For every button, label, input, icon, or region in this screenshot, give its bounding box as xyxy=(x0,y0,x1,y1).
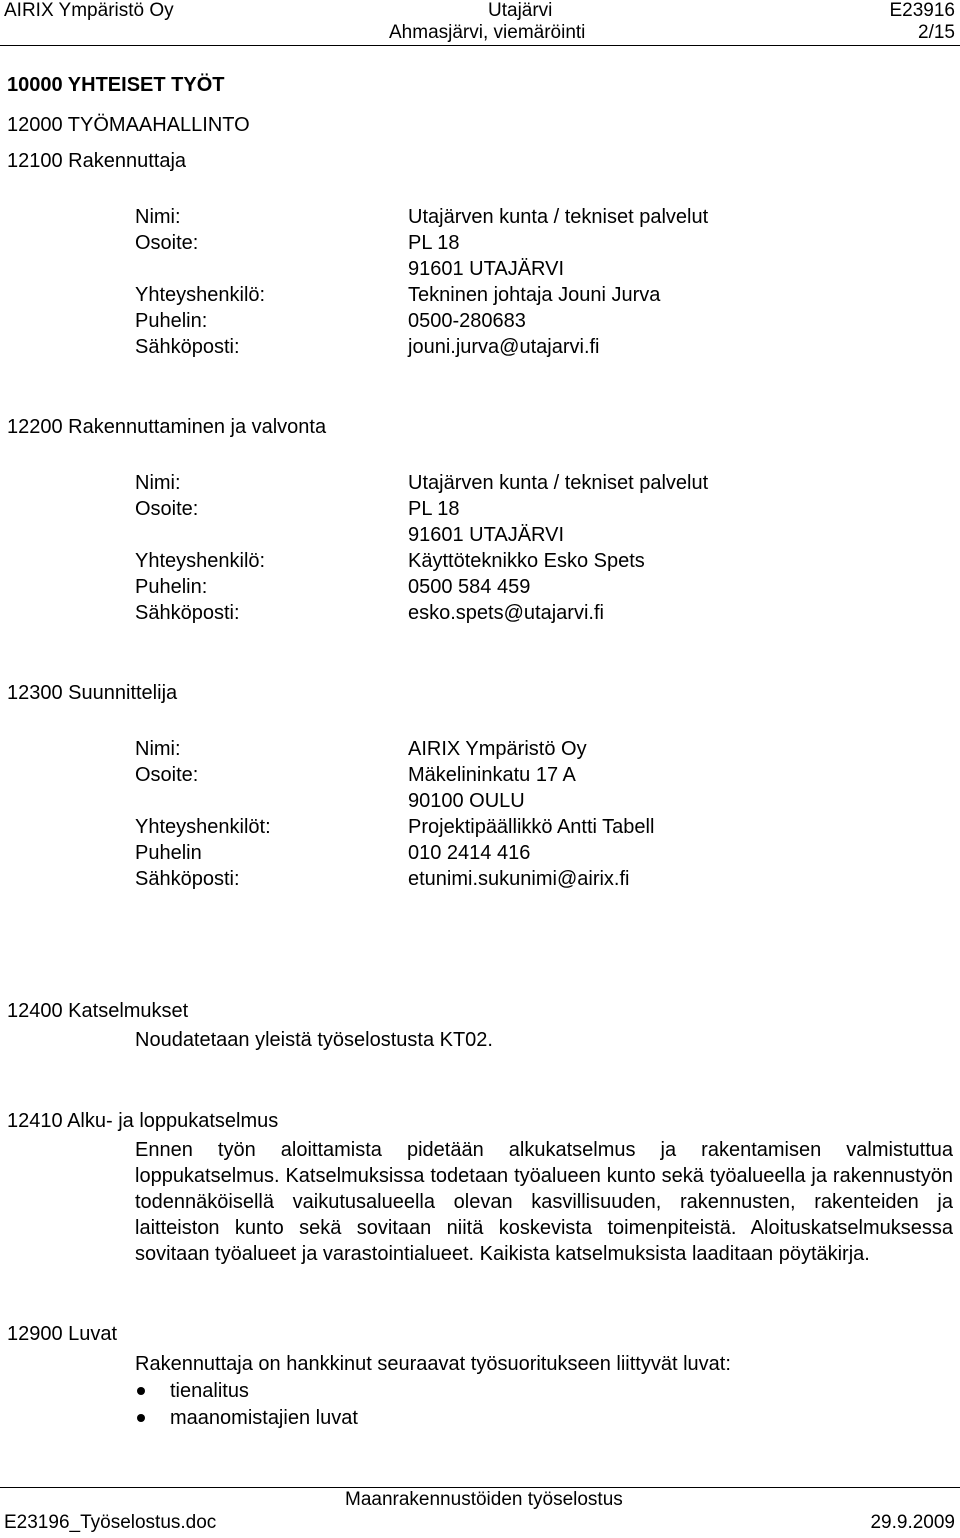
value-address-line1: PL 18 xyxy=(408,498,460,520)
footer-filename: E23196_Työselostus.doc xyxy=(4,1512,217,1533)
header-subtitle: Ahmasjärvi, viemäröinti xyxy=(389,22,586,43)
paragraph-12900: Rakennuttaja on hankkinut seuraavat työsuoritukseen liittyvät luvat: xyxy=(135,1353,731,1375)
heading-12900: 12900 Luvat xyxy=(7,1323,118,1345)
label-phone: Puhelin: xyxy=(135,310,208,332)
list-item: tienalitus xyxy=(170,1380,249,1402)
value-address-line1: Mäkelininkatu 17 A xyxy=(408,764,576,786)
heading-12000: 12000 TYÖMAAHALLINTO xyxy=(7,114,250,136)
label-contact: Yhteyshenkilöt: xyxy=(135,816,271,838)
footer-title: Maanrakennustöiden työselostus xyxy=(345,1489,623,1510)
value-email: esko.spets@utajarvi.fi xyxy=(408,602,604,624)
header-page-number: 2/15 xyxy=(918,22,955,43)
label-address: Osoite: xyxy=(135,232,199,254)
value-address-line1: PL 18 xyxy=(408,232,460,254)
value-phone: 0500 584 459 xyxy=(408,576,531,598)
value-address-line2: 91601 UTAJÄRVI xyxy=(408,524,565,546)
value-name: Utajärven kunta / tekniset palvelut xyxy=(408,472,709,494)
label-name: Nimi: xyxy=(135,206,181,228)
label-contact: Yhteyshenkilö: xyxy=(135,550,266,572)
value-phone: 010 2414 416 xyxy=(408,842,531,864)
heading-12300: 12300 Suunnittelija xyxy=(7,682,178,704)
header-place: Utajärvi xyxy=(488,0,553,21)
heading-12410: 12410 Alku- ja loppukatselmus xyxy=(7,1110,279,1132)
heading-12400: 12400 Katselmukset xyxy=(7,1000,189,1022)
value-email: etunimi.sukunimi@airix.fi xyxy=(408,868,630,890)
value-email: jouni.jurva@utajarvi.fi xyxy=(408,336,600,358)
header-company: AIRIX Ympäristö Oy xyxy=(4,0,174,21)
bullet-icon xyxy=(137,1414,145,1422)
header-divider xyxy=(0,45,960,46)
label-email: Sähköposti: xyxy=(135,868,240,890)
value-phone: 0500-280683 xyxy=(408,310,526,332)
value-name: AIRIX Ympäristö Oy xyxy=(408,738,587,760)
value-contact: Projektipäällikkö Antti Tabell xyxy=(408,816,655,838)
header-project-id: E23916 xyxy=(889,0,955,21)
value-contact: Käyttöteknikko Esko Spets xyxy=(408,550,645,572)
heading-12200: 12200 Rakennuttaminen ja valvonta xyxy=(7,416,327,438)
label-email: Sähköposti: xyxy=(135,602,240,624)
value-name: Utajärven kunta / tekniset palvelut xyxy=(408,206,709,228)
label-address: Osoite: xyxy=(135,498,199,520)
heading-12100: 12100 Rakennuttaja xyxy=(7,150,187,172)
label-email: Sähköposti: xyxy=(135,336,240,358)
label-phone: Puhelin: xyxy=(135,576,208,598)
bullet-icon xyxy=(137,1387,145,1395)
value-address-line2: 91601 UTAJÄRVI xyxy=(408,258,565,280)
label-phone: Puhelin xyxy=(135,842,202,864)
paragraph-12400: Noudatetaan yleistä työselostusta KT02. xyxy=(135,1029,493,1051)
label-name: Nimi: xyxy=(135,472,181,494)
footer-divider xyxy=(0,1487,960,1488)
footer-date: 29.9.2009 xyxy=(870,1512,955,1533)
paragraph-12410: Ennen työn aloittamista pidetään alkukatselmus ja rakentamisen valmistuttua loppukatselmus. Katselmuksissa todetaan työalueen kunto sekä työalueella ja rakennustyön todennäköisellä vaikutusalueella olevan kasvillisuuden, rakennusten, rakenteiden ja laitteiston kunto sekä sovitaan niitä koskevista toimenpiteistä. Aloituskatselmuksessa sovitaan työalueet ja varastointialueet. Kaikista katselmuksista laaditaan pöytäkirja. xyxy=(135,1139,953,1265)
label-name: Nimi: xyxy=(135,738,181,760)
heading-10000: 10000 YHTEISET TYÖT xyxy=(7,74,225,96)
value-address-line2: 90100 OULU xyxy=(408,790,525,812)
list-item: maanomistajien luvat xyxy=(170,1407,358,1429)
value-contact: Tekninen johtaja Jouni Jurva xyxy=(408,284,661,306)
label-address: Osoite: xyxy=(135,764,199,786)
label-contact: Yhteyshenkilö: xyxy=(135,284,266,306)
